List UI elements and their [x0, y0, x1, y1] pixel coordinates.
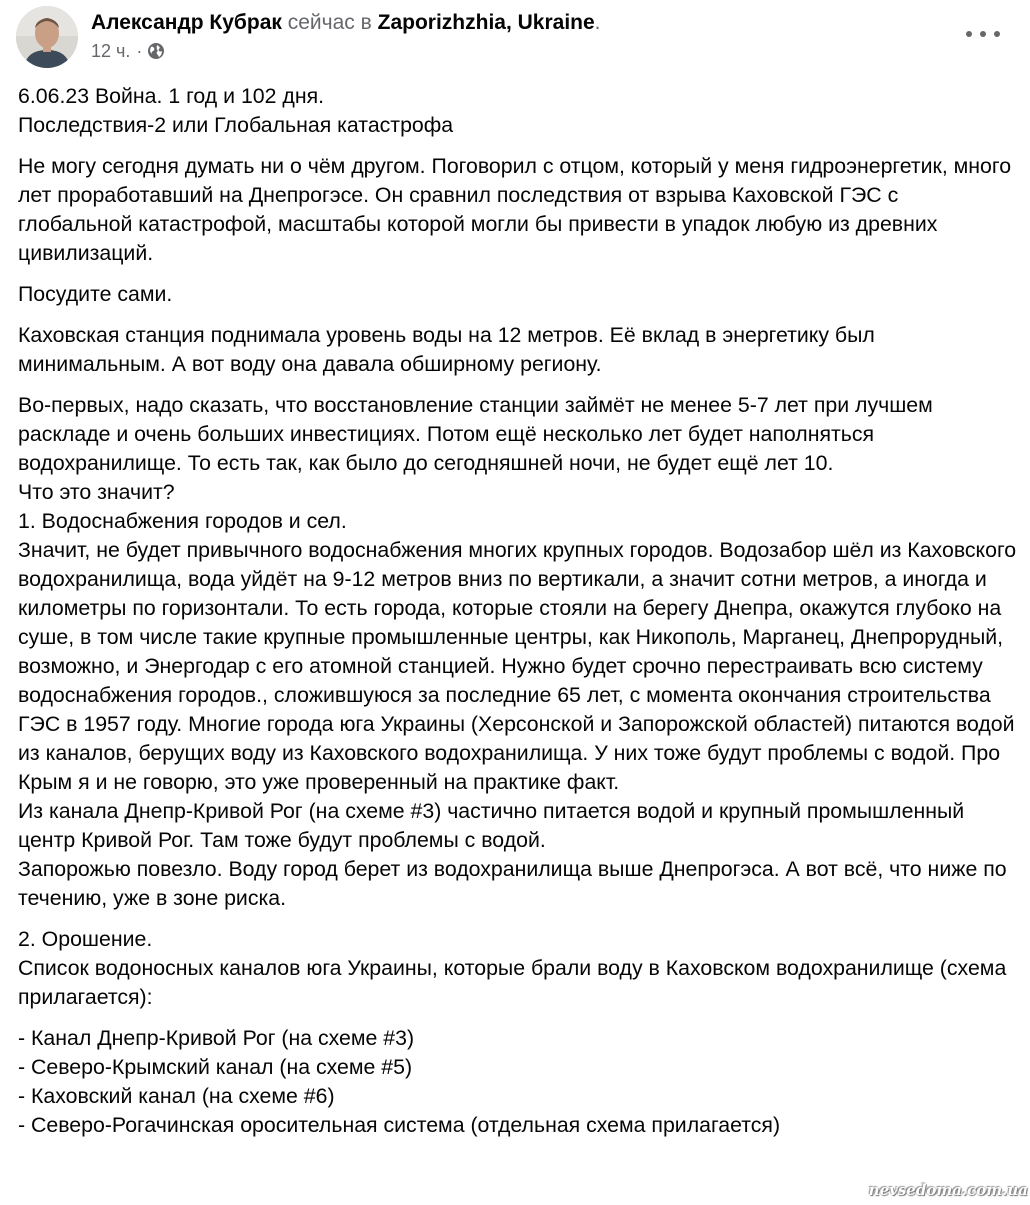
post-paragraph: 2. Орошение. Список водоносных каналов юга Украины, которые брали воду в Каховском водохранилище (схема прилагается): [18, 927, 1007, 1009]
location-link[interactable]: Zaporizhzhia, Ukraine [377, 11, 595, 34]
post-paragraph: Посудите сами. [18, 282, 173, 306]
post-paragraph: Не могу сегодня думать ни о чём другом. Поговорил с отцом, который у меня гидроэнергетик, много лет проработавший на Днепрогэсе. Он сравнил последствия от взрыва Каховской ГЭС с глобальной катастрофой, масштабы которой могли бы привести в упадок любую из древних цивилизаций. [18, 154, 1012, 265]
post-paragraph: Во-первых, надо сказать, что восстановление станции займёт не менее 5-7 лет при лучшем раскладе и очень больших инвестициях. Потом ещё несколько лет будет наполняться водохранилище. То есть так, как было до сегодняшней ночи, не будет ещё лет 10. Что это значит? 1. Водоснабжения городов и сел. Значит, не будет привычного водоснабжения многих крупных городов. Водозабор шёл из Каховского водохранилища, вода уйдёт на 9-12 метров вниз по вертикали, а значит сотни метров, а иногда и километры по горизонтали. То есть города, которые стояли на берегу Днепра, окажутся глубоко на суше, в том числе такие крупные промышленные центры, как Никополь, Марганец, Днепрорудный, возможно, и Энергодар с его атомной станцией. Нужно будет срочно перестраивать всю систему водоснабжения городов., сложившуюся за последние 65 лет, с момента окончания строительства ГЭС в 1957 году. Многие города юга Украины (Херсонской и Запорожской областей) питаются водой из каналов, берущих воду из Каховского водохранилища. У них тоже будут проблемы с водой. Про Крым я и не говорю, это уже проверенный на практике факт. Из канала Днепр-Кривой Рог (на схеме #3) частично питается водой и крупный промышленный центр Кривой Рог. Там тоже будут проблемы с водой. Запорожью повезло. Воду город берет из водохранилища выше Днепрогэса. А вот всё, что ниже по течению, уже в зоне риска. [18, 393, 1017, 910]
post-paragraph: Каховская станция поднимала уровень воды на 12 метров. Её вклад в энергетику был минимальным. А вот воду она давала обширному региону. [18, 323, 875, 376]
author-line [91, 10, 601, 36]
more-options-icon[interactable] [966, 22, 1000, 46]
post-timestamp[interactable]: 12 ч. [91, 41, 131, 61]
more-dot [994, 31, 1000, 37]
watermark: nevsedoma.com.ua [868, 1181, 1028, 1199]
globe-icon[interactable] [147, 42, 165, 60]
more-dot [966, 31, 972, 37]
avatar[interactable] [16, 6, 78, 68]
post-meta [91, 40, 165, 62]
author-name[interactable]: Александр Кубрак [91, 11, 282, 34]
status-text: сейчас в [281, 11, 378, 34]
post-paragraph: - Канал Днепр-Кривой Рог (на схеме #3) - Северо-Крымский канал (на схеме #5) - Каховский канал (на схеме #6) - Северо-Рогачинская оросительная система (отдельная схема прилагается) [18, 1026, 781, 1137]
post-paragraph: 6.06.23 Война. 1 год и 102 дня. Последствия-2 или Глобальная катастрофа [18, 84, 454, 137]
avatar-image [16, 6, 78, 68]
meta-separator: · [136, 41, 143, 61]
more-dot [980, 31, 986, 37]
post-header [16, 6, 1014, 68]
post-body [18, 82, 1018, 1152]
location-suffix: . [594, 11, 601, 34]
